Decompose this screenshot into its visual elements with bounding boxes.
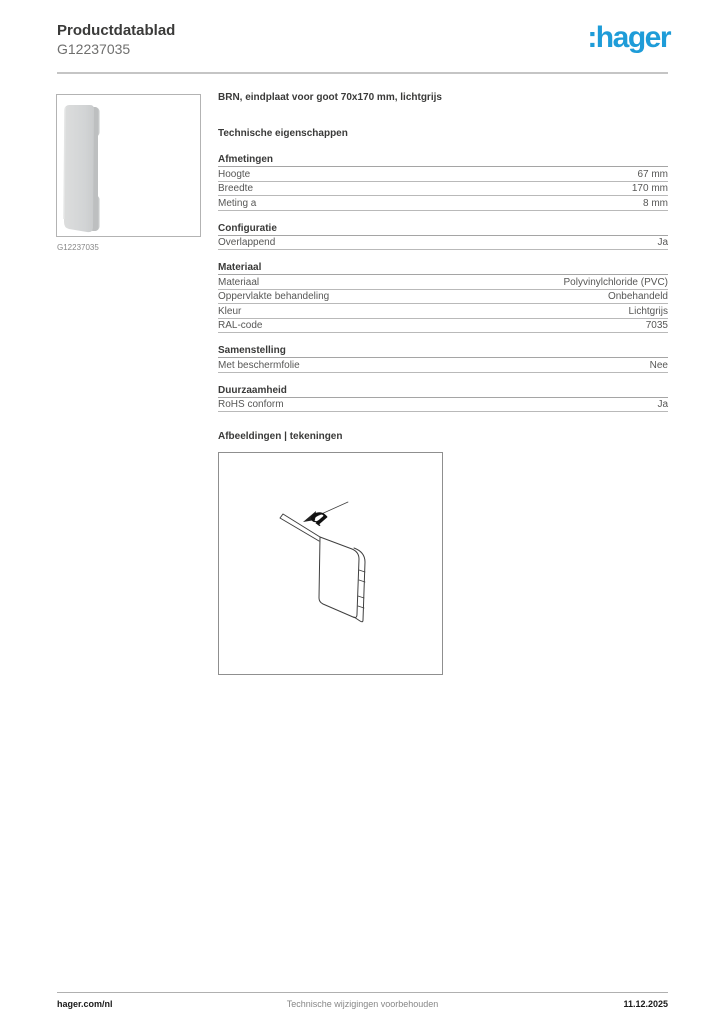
spec-label: Meting a [218,197,257,209]
page-title: Productdatablad [57,22,176,39]
spec-value: Ja [657,399,668,410]
spec-value: Ja [657,237,668,248]
spec-value: 8 mm [643,197,668,209]
spec-value: 67 mm [637,168,668,180]
spec-label: RAL-code [218,320,263,331]
spec-row [218,196,668,211]
spec-value: Nee [649,359,668,371]
spec-section [218,386,668,413]
spec-section-title: Materiaal [218,263,668,275]
spec-label: Kleur [218,305,242,317]
drawings-heading: Afbeeldingen | tekeningen [218,431,343,442]
hager-logo: :hager [587,21,670,54]
spec-label: Hoogte [218,168,251,180]
spec-section-title: Configuratie [218,224,668,236]
spec-value: 7035 [645,320,668,331]
spec-section-rows [218,358,668,373]
spec-row [218,398,668,413]
spec-section-rows [218,398,668,413]
end-plate-photo-graphic [57,95,200,236]
spec-section-title: Samenstelling [218,346,668,358]
product-id: G12237035 [57,41,131,57]
dimension-label: a [305,500,336,533]
spec-label: Overlappend [218,237,276,248]
tech-properties-heading: Technische eigenschappen [218,128,348,139]
footer-notice: Technische wijzigingen voorbehouden [286,999,439,1009]
product-photo [56,94,201,237]
spec-label: Oppervlakte behandeling [218,291,330,302]
photo-caption: G12237035 [57,243,99,252]
spec-row [218,182,668,197]
spec-value: 170 mm [631,183,668,194]
spec-section-title: Afmetingen [218,155,668,167]
spec-section-rows [218,167,668,211]
spec-sections [218,155,668,425]
spec-section-rows [218,236,668,251]
spec-label: Met beschermfolie [218,359,300,371]
spec-label: Materiaal [218,276,260,288]
spec-row [218,358,668,373]
spec-row [218,304,668,319]
spec-row [218,167,668,182]
spec-value: Polyvinylchloride (PVC) [563,276,668,288]
footer-divider [57,992,668,993]
spec-section-rows [218,275,668,333]
spec-row [218,236,668,251]
technical-drawing [218,452,443,675]
spec-section [218,346,668,373]
spec-value: Lichtgrijs [628,305,668,317]
footer-date: 11.12.2025 [623,999,668,1009]
spec-row [218,319,668,334]
spec-section [218,155,668,211]
spec-section [218,263,668,333]
end-plate-drawing-graphic [219,453,442,674]
footer-website-link[interactable]: hager.com/nl [57,999,113,1009]
spec-value: Onbehandeld [607,291,668,302]
spec-row [218,275,668,290]
spec-row [218,290,668,305]
header-divider [57,72,668,74]
spec-section [218,224,668,251]
product-name: BRN, eindplaat voor goot 70x170 mm, lichtgrijs [218,92,442,103]
spec-label: RoHS conform [218,399,284,410]
spec-label: Breedte [218,183,254,194]
spec-section-title: Duurzaamheid [218,386,668,398]
